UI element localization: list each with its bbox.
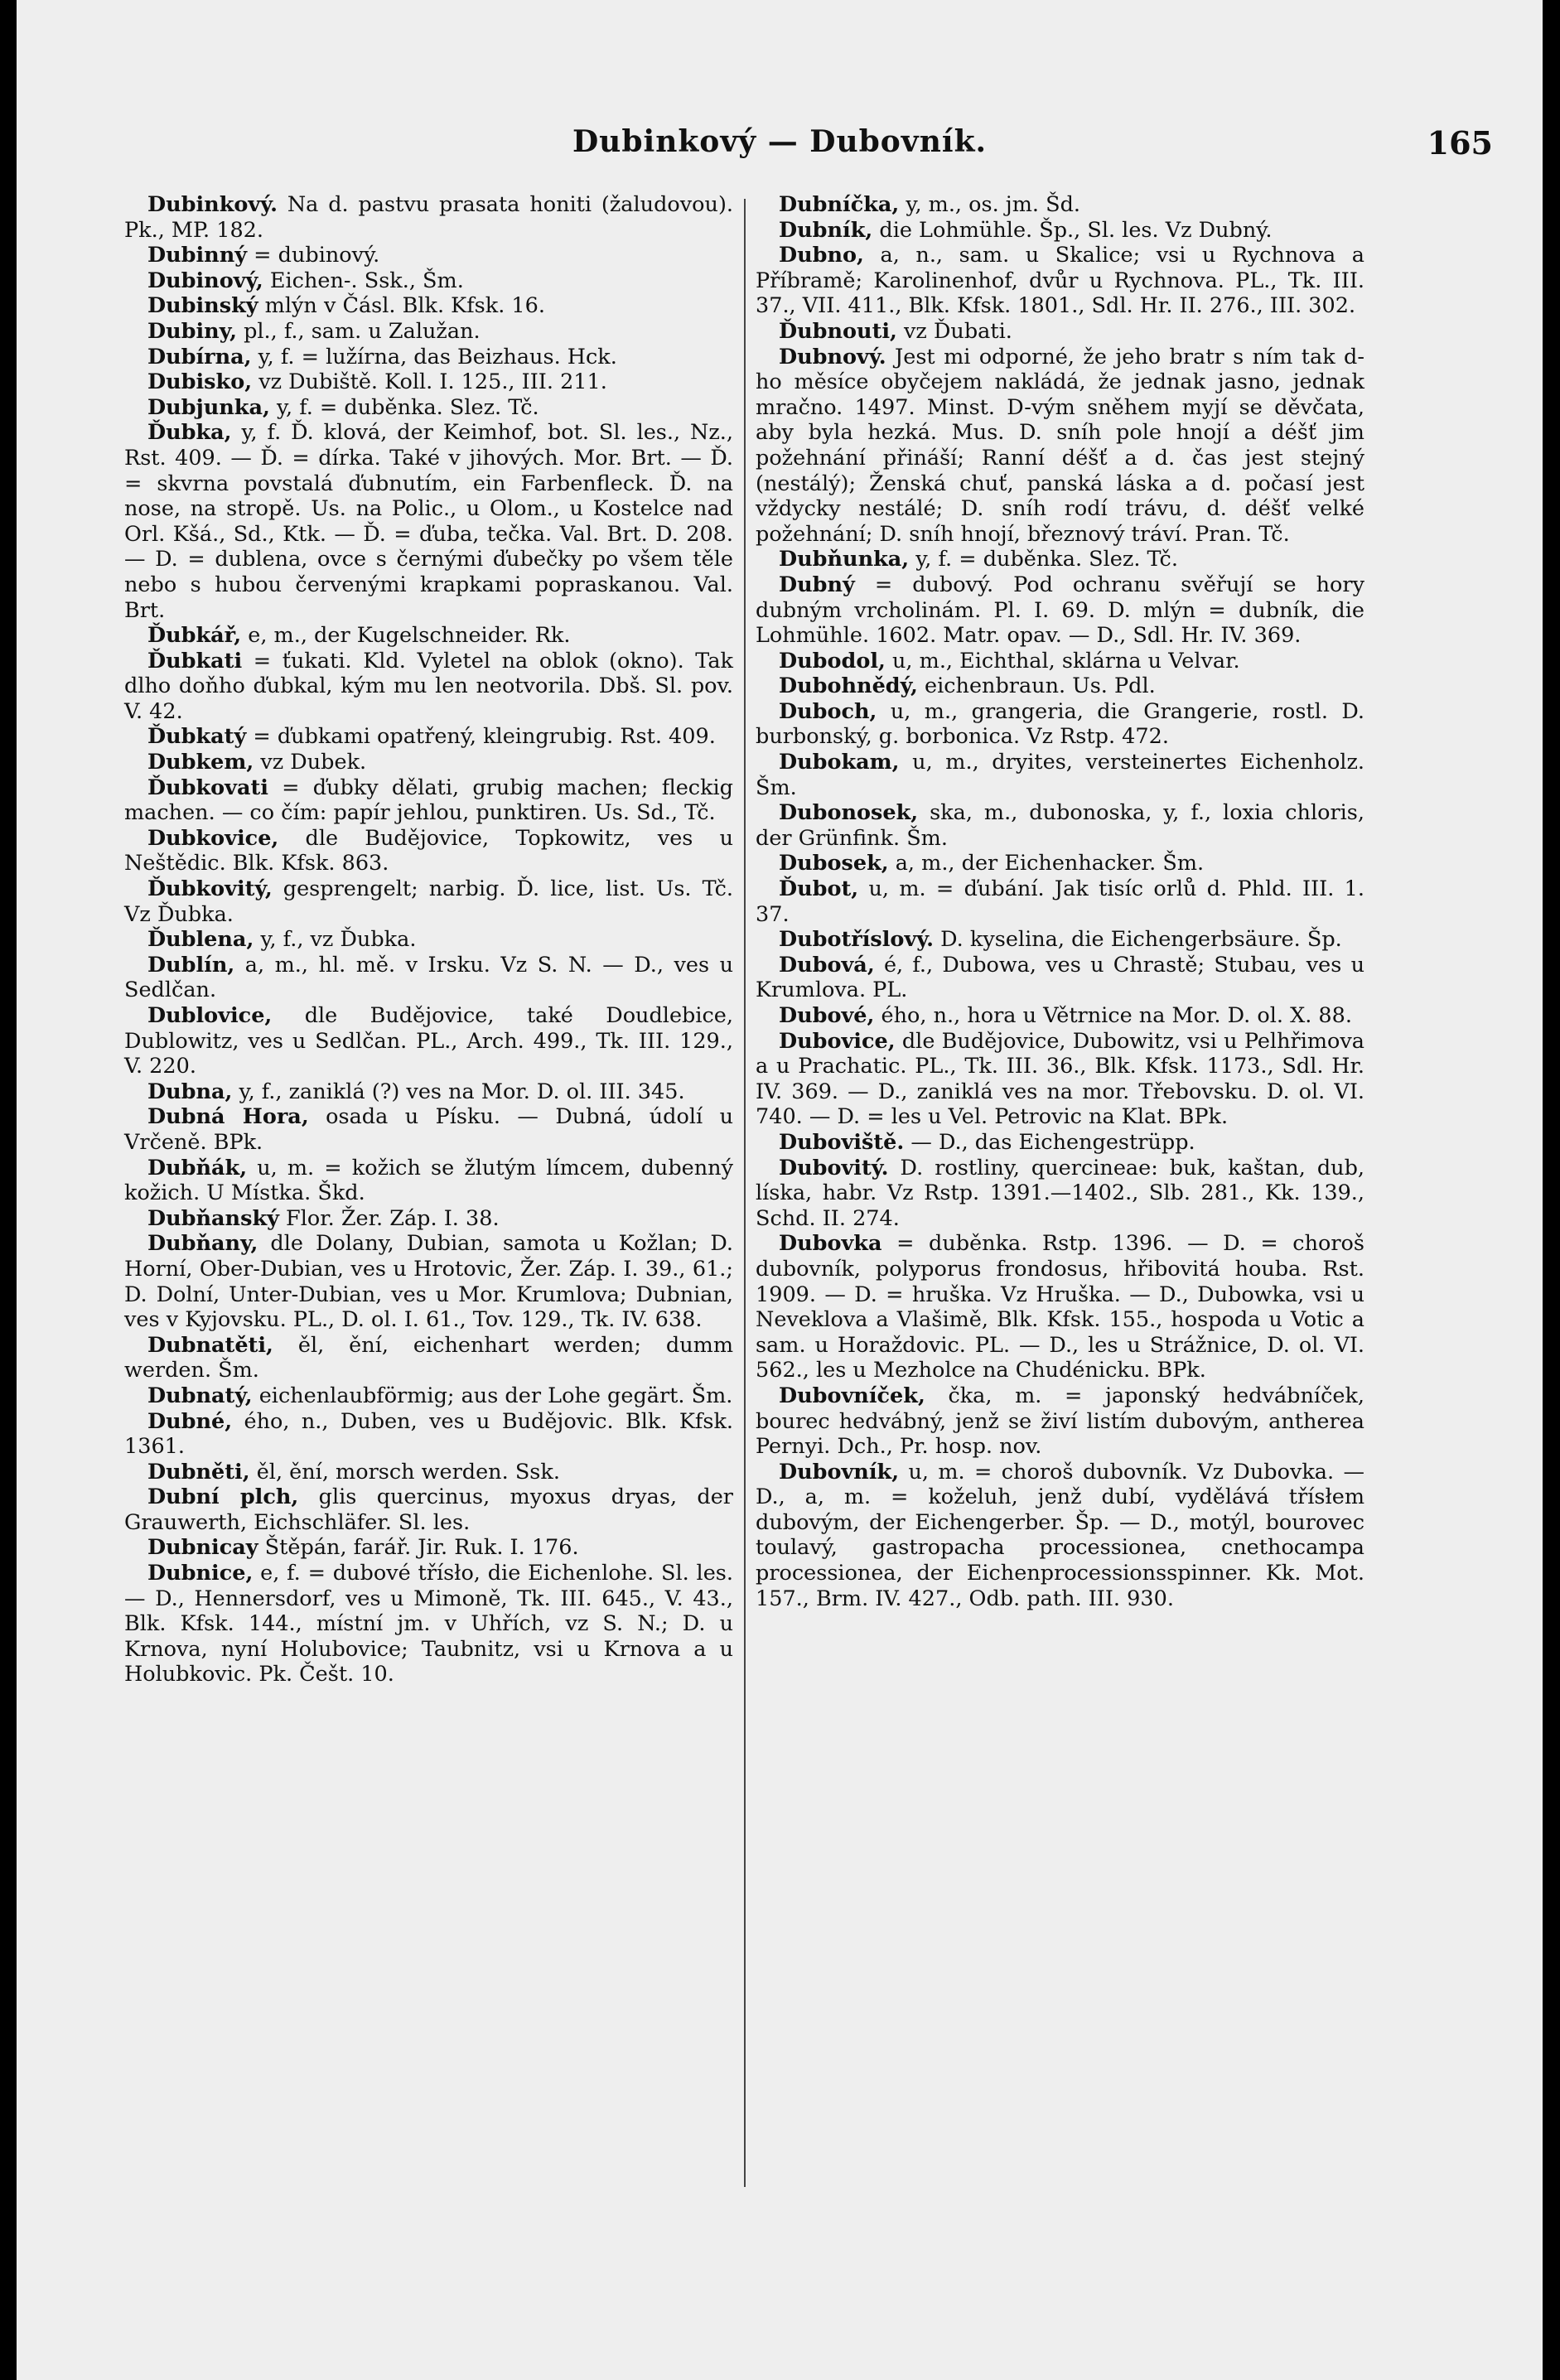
dictionary-entry [124,750,733,775]
entry-body: mlýn v Čásl. Blk. Kfsk. 16. [258,293,545,319]
dictionary-entry [124,1383,733,1409]
entry-body: Eichen-. Ssk., Šm. [263,268,464,293]
entry-body: osada u Písku. — Dubná, údolí u Vrčeně. BPk. [124,1104,733,1155]
entry-body: a, m., hl. mě. v Irsku. Vz S. N. — D., ves u Sedlčan. [124,952,733,1003]
dictionary-entry [756,1003,1364,1029]
dictionary-entry [756,800,1364,851]
dictionary-entry [756,1156,1364,1232]
entry-body: dle Budějovice, Dubowitz, vsi u Pelhřimova a u Prachatic. PL., Tk. III. 36., Blk. Kfsk. 1173., Sdl. Hr. IV. 369. — D., zaniklá ves na mor. Třebovsku. D. ol. VI. 740. — D. = les u Vel. Petrovic na Klat. BPk. [756,1028,1364,1130]
dictionary-entry [756,243,1364,319]
dictionary-entry [124,1104,733,1155]
entry-body: e, f. = dubové třísło, die Eichenlohe. Sl. les. — D., Hennersdorf, ves u Mimoně, Tk. III. 645., V. 43., Blk. Kfsk. 144., místní jm. v Uhřích, vz S. N.; D. u Krnova, nyní Holubovice; Taubnitz, vsi u Krnova a u Holubkovic. Pk. Češt. 10. [124,1561,733,1687]
entry-headword: Dubová, [779,952,875,978]
entry-headword: Dubný [779,572,855,597]
dictionary-entry [124,1535,733,1561]
entry-body: vz Dubiště. Koll. I. 125., III. 211. [252,369,607,395]
entry-headword: Dubní plch, [147,1484,299,1510]
entry-body: = ďubky dělati, grubig machen; fleckig machen. — co čím: papír jehlou, punktiren. Us. Sd., Tč. [124,775,733,826]
dictionary-entry [756,1130,1364,1156]
entry-body: dle Dolany, Dubian, samota u Kožlan; D. Horní, Ober-Dubian, ves u Hrotovic, Žer. Záp. I. 39., 61.; D. Dolní, Unter-Dubian, ves u Mor. Krumlova; Dubnian, ves v Kyjovsku. PL., D. ol. I. 61., Tov. 129., Tk. IV. 638. [124,1231,733,1333]
entry-headword: Dubiny, [147,318,237,344]
dictionary-entry [756,345,1364,548]
entry-headword: Ďubnouti, [779,318,897,344]
entry-headword: Dubnatý, [147,1383,253,1408]
entry-body: D. rostliny, quercineae: buk, kaštan, dub, líska, habr. Vz Rstp. 1391.—1402., Slb. 281., Kk. 139., Schd. II. 274. [756,1155,1364,1231]
entry-headword: Ďubkati [147,648,243,673]
entry-headword: Dubové, [779,1003,875,1028]
entry-body: u, m. = choroš dubovník. Vz Dubovka. — D., a, m. = koželuh, jenž dubí, vydělává třísłem dubovým, der Eichengerber. Šp. — D., motýl, bourovec toulavý, gastropacha processionea, cnethocampa processionea, der Eichenprocessionsspinner. Kk. Mot. 157., Brm. IV. 427., Odb. path. III. 930. [756,1459,1364,1611]
dictionary-entry [756,572,1364,649]
entry-headword: Dubňanský [147,1205,279,1231]
entry-headword: Dubňany, [147,1231,258,1257]
entry-body: glis quercinus, myoxus dryas, der Grauwerth, Eichschläfer. Sl. les. [124,1484,733,1535]
dictionary-entry [124,268,733,294]
dictionary-entry [124,192,733,243]
dictionary-entry [124,649,733,725]
entry-headword: Dublín, [147,952,235,978]
dictionary-entry [756,1029,1364,1130]
entry-body: — D., das Eichengestrüpp. [904,1129,1195,1155]
entry-headword: Dubnicay [147,1535,258,1561]
running-head: Dubinkový — Dubovník. [572,124,988,159]
entry-headword: Dubovník, [779,1459,900,1484]
dictionary-entry [124,623,733,649]
dictionary-entry [124,1460,733,1485]
entry-body: y, f. = duběnka. Slez. Tč. [909,547,1178,572]
dictionary-entry [124,369,733,395]
entry-body: y, f. Ď. klová, der Keimhof, bot. Sl. les., Nz., Rst. 409. — Ď. = dírka. Také v jihových. Mor. Brt. — Ď. = skvrna povstalá ďubnutím, ein Farbenfleck. Ď. na nose, na stropě. Us. na Polic., u Olom., u Kostelce nad Orl. Kšá., Sd., Ktk. — Ď. = ďuba, tečka. Val. Brt. D. 208. — D. = dublena, ovce s černými ďubečky po všem těle nebo s hubou červenými krapkami popraskanou. Val. Brt. [124,420,733,623]
entry-headword: Dubnice, [147,1561,254,1586]
entry-headword: Dubkem, [147,750,254,775]
entry-body: é, f., Dubowa, ves u Chrastě; Stubau, ves u Krumlova. PL. [756,952,1364,1003]
entry-body: dle Budějovice, Topkowitz, ves u Neštědic. Blk. Kfsk. 863. [124,825,733,876]
dictionary-entry [756,851,1364,876]
entry-headword: Dubovitý. [779,1155,889,1180]
dictionary-entry [124,1561,733,1687]
entry-body: vz Dubek. [254,750,367,775]
entry-body: pl., f., sam. u Zalužan. [236,318,481,344]
entry-headword: Dubňunka, [779,547,910,572]
entry-headword: Dubinský [147,293,258,319]
entry-headword: Dubna, [147,1079,233,1104]
entry-headword: Dubjunka, [147,394,270,420]
entry-body: u, m., Eichthal, sklárna u Velvar. [885,648,1240,673]
entry-body: = duběnka. Rstp. 1396. — D. = choroš dubovník, polyporus frondosus, hřibovitá houba. Rst. 1909. — D. = hruška. Vz Hruška. — D., Dubowka, vsi u Neveklova a Vlašimě, Blk. Kfsk. 155., hospoda u Votic a sam. u Horaždovic. PL. — D., les u Strážnice, D. ol. VI. 562., les u Mezholce na Chudénicku. BPk. [756,1231,1364,1383]
dictionary-entry [756,699,1364,750]
dictionary-entry [756,876,1364,927]
left-column [124,192,733,1687]
dictionary-entry [124,1484,733,1535]
dictionary-entry [124,927,733,953]
entry-body: gesprengelt; narbig. Ď. lice, list. Us. Tč. Vz Ďubka. [124,876,733,927]
entry-headword: Dubisko, [147,369,253,395]
entry-headword: Dubno, [779,243,864,268]
dictionary-entry [124,1231,733,1332]
entry-headword: Ďubkovitý, [147,876,273,902]
entry-headword: Dublovice, [147,1003,273,1028]
entry-headword: Dubkovice, [147,825,279,851]
entry-body: a, n., sam. u Skalice; vsi u Rychnova a Příbramě; Karolinenhof, dvůr u Rychnova. PL., Tk. III. 37., VII. 411., Blk. Kfsk. 1801., Sdl. Hr. II. 276., III. 302. [756,243,1364,319]
dictionary-entry [124,345,733,370]
entry-headword: Dubněti, [147,1459,250,1484]
entry-headword: Dubokam, [779,750,900,775]
entry-body: eichenlaubförmig; aus der Lohe gegärt. Šm. [252,1383,733,1408]
entry-body: u, m. = kožich se žlutým límcem, dubenný kožich. U Místka. Škd. [124,1155,733,1206]
dictionary-entry [756,649,1364,674]
dictionary-entry [124,724,733,750]
entry-headword: Duboch, [779,698,877,724]
entry-body: D. kyselina, die Eichengerbsäure. Šp. [934,927,1342,953]
dictionary-entry [124,953,733,1003]
entry-body: y, f. = lužírna, das Beizhaus. Hck. [251,344,617,369]
dictionary-entry [756,192,1364,218]
entry-headword: Dubovice, [779,1028,896,1054]
entry-body: = dubový. Pod ochranu svěřují se hory dubným vrcholinám. Pl. I. 69. D. mlýn = dubník, die Lohmühle. 1602. Matr. opav. — D., Sdl. Hr. IV. 369. [756,572,1364,649]
entry-body: ěl, ění, eichenhart werden; dumm werden. Šm. [124,1332,733,1383]
dictionary-entry [124,420,733,623]
entry-headword: Ďublena, [147,927,254,953]
entry-body: = dubinový. [247,243,380,268]
right-column [756,192,1364,1611]
dictionary-entry [124,876,733,927]
entry-headword: Dubonosek, [779,800,919,826]
dictionary-entry [756,218,1364,244]
entry-headword: Dubnový. [779,344,886,369]
dictionary-entry [756,1383,1364,1460]
page-number: 165 [1427,124,1493,162]
entry-headword: Dubosek, [779,851,889,876]
entry-headword: Dubňák, [147,1155,248,1180]
entry-body: y, f., vz Ďubka. [254,927,417,953]
entry-headword: Ďubkář, [147,623,242,649]
dictionary-entry [756,1231,1364,1383]
entry-body: Na d. pastvu prasata honiti (žaludovou). Pk., MP. 182. [124,192,733,243]
entry-headword: Duboviště. [779,1129,905,1155]
entry-body: die Lohmühle. Šp., Sl. les. Vz Dubný. [872,217,1273,243]
entry-headword: Dubnatěti, [147,1332,273,1358]
entry-headword: Dubinový, [147,268,263,293]
entry-body: ska, m., dubonoska, y, f., loxia chloris, der Grünfink. Šm. [756,800,1364,851]
dictionary-entry [756,750,1364,800]
dictionary-entry [124,826,733,876]
entry-body: y, m., os. jm. Šd. [899,192,1080,217]
entry-body: y, f., zaniklá (?) ves na Mor. D. ol. III. 345. [232,1079,685,1104]
entry-body: eichenbraun. Us. Pdl. [917,673,1156,699]
dictionary-entry [124,775,733,826]
dictionary-entry [124,293,733,319]
dictionary-entry [124,395,733,421]
dictionary-entry [124,1003,733,1079]
dictionary-entry [756,927,1364,953]
dictionary-entry [124,1156,733,1206]
entry-body: e, m., der Kugelschneider. Rk. [241,623,571,649]
entry-headword: Dubovníček, [779,1383,925,1408]
entry-body: ěl, ění, morsch werden. Ssk. [249,1459,560,1484]
entry-headword: Dubné, [147,1408,233,1434]
entry-headword: Ďubkatý [147,724,247,750]
entry-headword: Ďubot, [779,876,859,902]
entry-headword: Dubohnědý, [779,673,918,699]
dictionary-entry [124,1079,733,1105]
dictionary-entry [756,547,1364,572]
entry-body: a, m., der Eichenhacker. Šm. [888,851,1205,876]
dictionary-entry [756,319,1364,345]
entry-body: Flor. Žer. Záp. I. 38. [278,1205,500,1231]
entry-headword: Dubník, [779,217,873,243]
entry-headword: Dubinkový. [147,192,278,217]
entry-body: y, f. = duběnka. Slez. Tč. [269,394,539,420]
dictionary-entry [756,1460,1364,1612]
entry-body: ého, n., hora u Větrnice na Mor. D. ol. X. 88. [874,1003,1352,1028]
dictionary-entry [124,243,733,268]
entry-body: u, m. = ďubání. Jak tisíc orlů d. Phld. III. 1. 37. [756,876,1364,927]
entry-headword: Dubírna, [147,344,252,369]
entry-headword: Dubníčka, [779,192,900,217]
dictionary-page [17,0,1543,2380]
entry-headword: Dubinný [147,243,248,268]
entry-headword: Ďubkovati [147,775,268,800]
entry-headword: Dubná Hora, [147,1104,309,1130]
entry-body: u, m., dryites, versteinertes Eichenholz. Šm. [756,750,1364,800]
entry-body: čka, m. = japonský hedvábníček, bourec hedvábný, jenž se živí listím dubovým, antherea Pernyi. Dch., Pr. hosp. nov. [756,1383,1364,1460]
entry-body: Jest mi odporné, že jeho bratr s ním tak d-ho měsíce obyčejem nakládá, že jednak jasno, jednak mračno. 1497. Minst. D-vým sněhem myjí se děvčata, aby byla hezká. Mus. D. sníh pole hnojí a déšť jim požehnání přináší; Ranní déšť a d. čas jest stejný (nestálý); Ženská chuť, panská láska a d. počasí jest vždycky nestálé; D. sníh rodí trávu, d. déšť velké požehnání; D. sníh hnojí, březnový tráví. Pran. Tč. [756,344,1364,547]
entry-headword: Dubodol, [779,648,886,673]
entry-body: Štěpán, farář. Jir. Ruk. I. 176. [258,1535,579,1561]
dictionary-entry [756,673,1364,699]
entry-headword: Dubovka [779,1231,882,1257]
dictionary-entry [124,1206,733,1232]
entry-body: vz Ďubati. [896,318,1012,344]
entry-body: = ďubkami opatřený, kleingrubig. Rst. 409. [246,724,716,750]
dictionary-entry [124,1409,733,1460]
entry-body: u, m., grangeria, die Grangerie, rostl. D. burbonský, g. borbonica. Vz Rstp. 472. [756,698,1364,750]
entry-body: = ťukati. Kld. Vyletel na oblok (okno). Tak dlho doňho ďubkal, kým mu len neotvorila. Dbš. Sl. pov. V. 42. [124,648,733,724]
entry-body: ého, n., Duben, ves u Budějovic. Blk. Kfsk. 1361. [124,1408,733,1460]
entry-body: dle Budějovice, také Doudlebice, Dublowitz, ves u Sedlčan. PL., Arch. 499., Tk. III. 129., V. 220. [124,1003,733,1079]
dictionary-entry [124,1333,733,1383]
dictionary-entry [756,953,1364,1003]
entry-headword: Ďubka, [147,420,232,446]
column-divider [744,199,746,2187]
dictionary-entry [124,319,733,345]
entry-headword: Dubotříslový. [779,927,935,953]
